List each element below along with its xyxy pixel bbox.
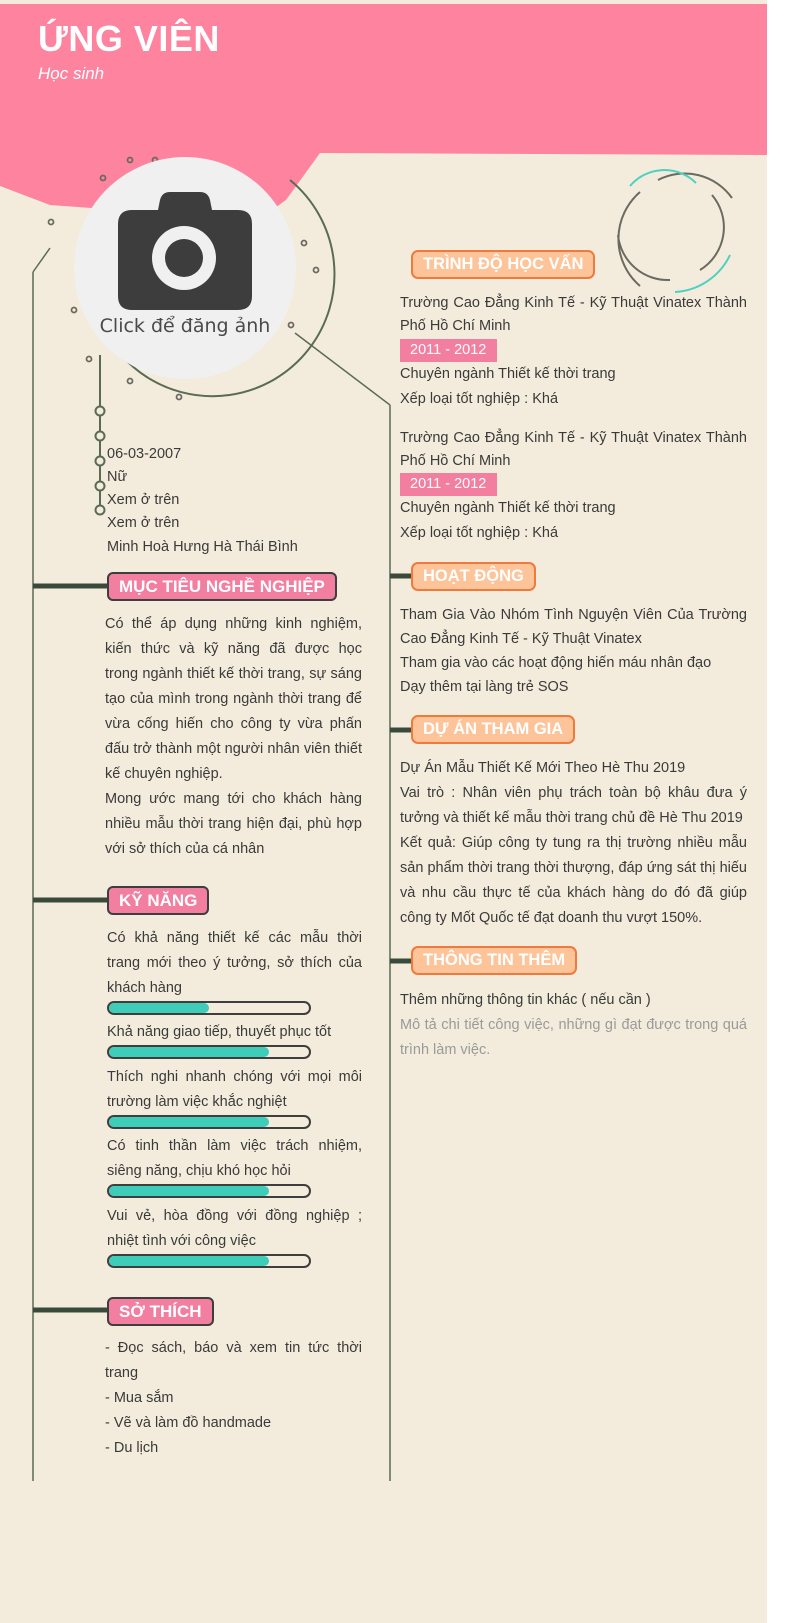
hobby-item: - Mua sắm: [105, 1390, 174, 1406]
skills-title: KỸ NĂNG: [107, 886, 209, 915]
more-info-heading: Thêm những thông tin khác ( nếu cần ): [400, 992, 651, 1008]
education-title: TRÌNH ĐỘ HỌC VẤN: [411, 250, 595, 279]
skill-bar-fill: [109, 1003, 209, 1013]
activity-item: Tham gia vào các hoạt động hiến máu nhân đạo: [400, 655, 712, 671]
skill-bar-fill: [109, 1256, 269, 1266]
hobbies-list: [105, 1336, 362, 1461]
activities-title: HOẠT ĐỘNG: [411, 562, 536, 591]
objective-title: MỤC TIÊU NGHỀ NGHIỆP: [107, 572, 337, 601]
skill-label: Khả năng giao tiếp, thuyết phục tốt: [107, 1024, 332, 1040]
activity-item: Dạy thêm tại làng trẻ SOS: [400, 679, 569, 695]
camera-icon: [118, 192, 252, 310]
education-school: Trường Cao Đẳng Kinh Tế - Kỹ Thuật Vinatex Thành Phố Hồ Chí Minh: [400, 295, 747, 334]
skill-bar-fill: [109, 1047, 269, 1057]
objective-paragraph: Có thể áp dụng những kinh nghiệm, kiến thức và kỹ năng đã được học trong ngành thiết kế thời trang, sự sáng tạo của mình trong ngành thời trang để vừa cống hiến cho công ty vừa phấn đấu trở thành một người nhân viên thiết kế chuyên nghiệp.: [105, 616, 362, 782]
email: Xem ở trên: [107, 515, 180, 531]
more-info-note: Mô tả chi tiết công việc, những gì đạt được trong quá trình làm việc.: [400, 1017, 747, 1058]
candidate-name: ỨNG VIÊN: [38, 18, 220, 59]
more-info-text: [400, 988, 747, 1063]
skill-bar: [107, 1254, 311, 1268]
project-role: Vai trò : Nhân viên phụ trách toàn bộ khâu đưa ý tưởng và thiết kế mẫu thời trang chủ đề Hè Thu 2019: [400, 785, 747, 826]
photo-upload[interactable]: [74, 157, 296, 379]
education-major: Chuyên ngành Thiết kế thời trang: [400, 366, 616, 382]
education-years-badge: 2011 - 2012: [400, 473, 497, 496]
skill-bar: [107, 1001, 311, 1015]
hobby-item: - Vẽ và làm đồ handmade: [105, 1415, 272, 1431]
education-years-badge: 2011 - 2012: [400, 339, 497, 362]
birthdate: 06-03-2007: [107, 446, 182, 462]
hobby-item: - Du lịch: [105, 1440, 159, 1456]
candidate-role: Học sinh: [38, 64, 105, 83]
phone: Xem ở trên: [107, 492, 180, 508]
project-name: Dự Án Mẫu Thiết Kế Mới Theo Hè Thu 2019: [400, 760, 686, 776]
hobbies-title: SỞ THÍCH: [107, 1297, 214, 1326]
education-grade: Xếp loại tốt nghiệp : Khá: [400, 525, 559, 541]
skill-label: Có tinh thần làm việc trách nhiệm, siêng năng, chịu khó học hỏi: [107, 1138, 362, 1179]
gender: Nữ: [107, 469, 128, 485]
hobby-item: - Đọc sách, báo và xem tin tức thời trang: [105, 1340, 362, 1381]
skill-label: Thích nghi nhanh chóng với mọi môi trường làm việc khắc nghiệt: [107, 1069, 362, 1110]
activity-item: Tham Gia Vào Nhóm Tình Nguyện Viên Của Trường Cao Đẳng Kinh Tế - Kỹ Thuật Vinatex: [400, 607, 747, 647]
skill-label: Vui vẻ, hòa đồng với đồng nghiệp ; nhiệt tình với công việc: [107, 1208, 362, 1249]
skill-label: Có khả năng thiết kế các mẫu thời trang mới theo ý tưởng, sở thích của khách hàng: [107, 930, 362, 996]
skill-bar-fill: [109, 1117, 269, 1127]
skill-bar: [107, 1045, 311, 1059]
education-grade: Xếp loại tốt nghiệp : Khá: [400, 391, 559, 407]
projects-text: [400, 756, 747, 931]
projects-title: DỰ ÁN THAM GIA: [411, 715, 575, 744]
photo-upload-label: Click để đăng ảnh: [99, 315, 271, 337]
activities-list: [400, 603, 747, 699]
skill-bar-fill: [109, 1186, 269, 1196]
project-result: Kết quả: Giúp công ty tung ra thị trường nhiều mẫu sản phẩm thời trang thời thượng, đáp ứng sát thị hiếu và nhu cầu thực tế của khách hàng do đó đã giúp công ty Mốt Quốc tế đạt doanh thu vượt 150%.: [400, 835, 747, 926]
objective-paragraph: Mong ước mang tới cho khách hàng nhiều mẫu thời trang hiện đại, phù hợp với sở thích của cá nhân: [105, 791, 362, 857]
education-major: Chuyên ngành Thiết kế thời trang: [400, 500, 616, 516]
more-info-title: THÔNG TIN THÊM: [411, 946, 577, 975]
skill-bar: [107, 1184, 311, 1198]
education-school: Trường Cao Đẳng Kinh Tế - Kỹ Thuật Vinatex Thành Phố Hồ Chí Minh: [400, 430, 747, 469]
objective-text: [105, 612, 362, 862]
address: Minh Hoà Hưng Hà Thái Bình: [107, 539, 298, 555]
skill-bar: [107, 1115, 311, 1129]
